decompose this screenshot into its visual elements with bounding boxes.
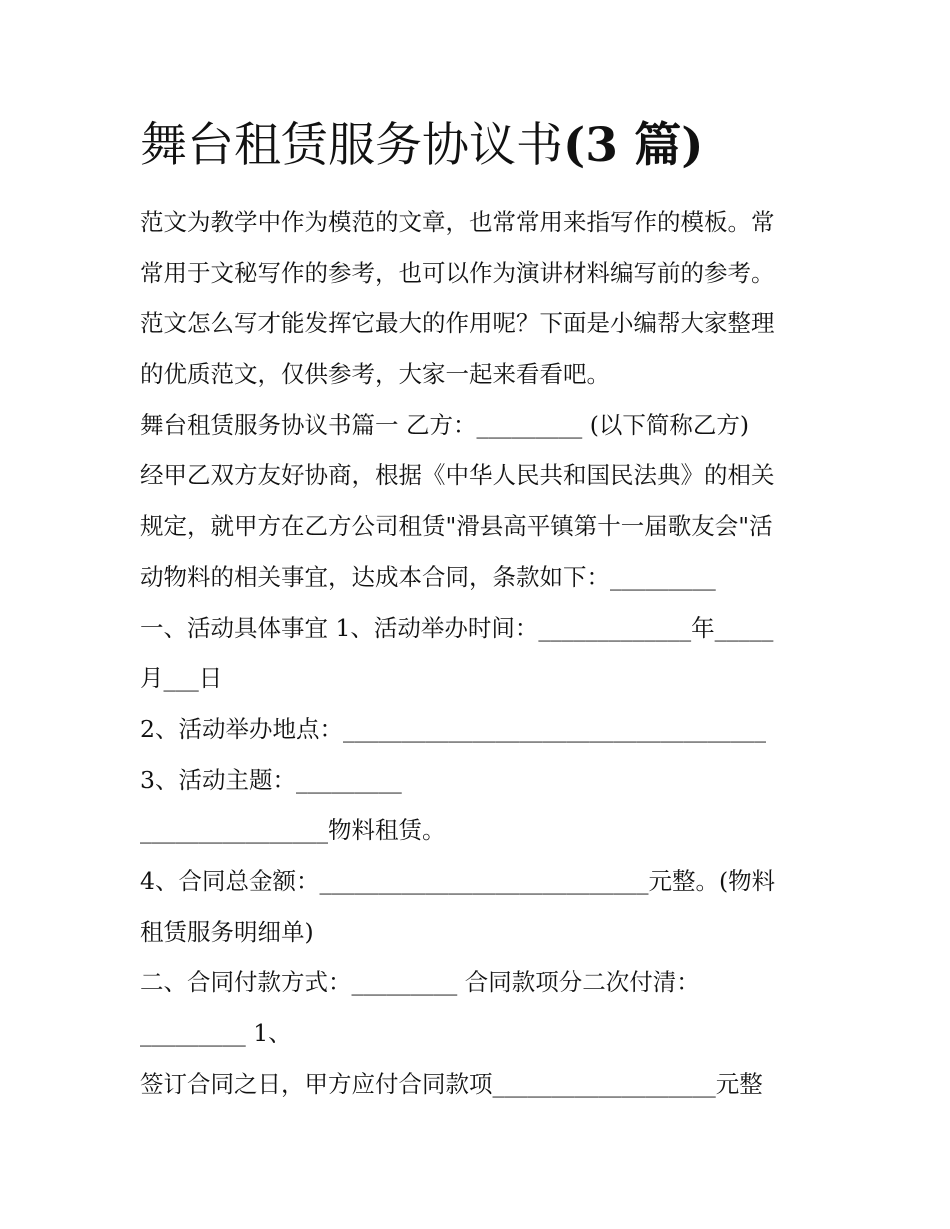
title-suffix: (3 篇) xyxy=(563,118,704,173)
body-line: 规定，就甲方在乙方公司租赁"滑县高平镇第十一届歌友会"活 xyxy=(140,512,773,541)
section-heading-line: 舞台租赁服务协议书篇一 乙方：_________ (以下简称乙方) xyxy=(140,410,750,439)
clause-line: 租赁服务明细单) xyxy=(140,917,314,946)
clause-line: 签订合同之日，甲方应付合同款项___________________元整 xyxy=(140,1069,763,1098)
clause-line: _________ 1、 xyxy=(140,1019,292,1047)
clause-line: 月___日 xyxy=(140,664,223,693)
body-line: 范文怎么写才能发挥它最大的作用呢？下面是小编帮大家整理 xyxy=(140,309,775,338)
clause-line: 4、合同总金额：____________________________元整。(物料 xyxy=(140,866,776,895)
clause-line: 3、活动主题：_________ xyxy=(140,765,402,794)
body-line: 动物料的相关事宜，达成本合同，条款如下：_________ xyxy=(140,562,716,591)
body-line: 的优质范文，仅供参考，大家一起来看看吧。 xyxy=(140,360,610,389)
body-line: 范文为教学中作为模范的文章，也常常用来指写作的模板。常 xyxy=(140,208,775,236)
document-body xyxy=(140,197,820,1109)
document-title xyxy=(140,112,704,180)
clause-line: 二、合同付款方式：_________ 合同款项分二次付清： xyxy=(140,968,700,997)
title-main: 舞台租赁服务协议书 xyxy=(140,118,563,173)
body-line: 常用于文秘写作的参考，也可以作为演讲材料编写前的参考。 xyxy=(140,258,775,287)
clause-line: 一、活动具体事宜 1、活动举办时间：_____________年_____ xyxy=(140,613,774,642)
clause-line: ________________物料租赁。 xyxy=(140,816,446,845)
body-line: 经甲乙双方友好协商，根据《中华人民共和国民法典》的相关 xyxy=(140,461,775,490)
clause-line: 2、活动举办地点：____________________________________ xyxy=(140,714,766,743)
